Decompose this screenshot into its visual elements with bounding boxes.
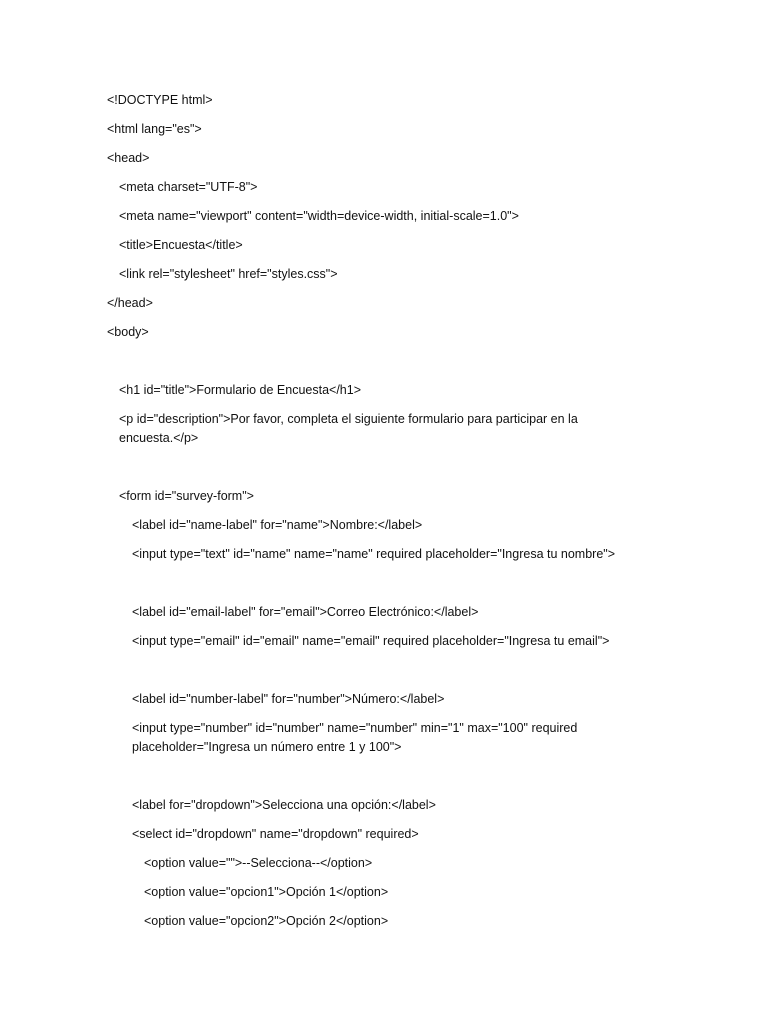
code-line: <option value="">--Selecciona--</option> bbox=[144, 856, 373, 870]
blank-line bbox=[107, 574, 627, 593]
code-line: <input type="number" id="number" name="number" min="1" max="100" required placeholder="Ingresa un número entre 1 y 100"> bbox=[132, 721, 581, 754]
code-line: <p id="description">Por favor, completa el siguiente formulario para participar en la encuesta.</p> bbox=[119, 412, 582, 445]
blank-line bbox=[107, 767, 627, 786]
html-source-listing bbox=[107, 91, 627, 941]
code-line: <input type="text" id="name" name="name" required placeholder="Ingresa tu nombre"> bbox=[132, 547, 616, 561]
code-line: </head> bbox=[107, 296, 153, 310]
code-line: <input type="email" id="email" name="email" required placeholder="Ingresa tu email"> bbox=[132, 634, 610, 648]
code-line: <option value="opcion2">Opción 2</option> bbox=[144, 914, 389, 928]
code-line: <label id="name-label" for="name">Nombre:</label> bbox=[132, 518, 423, 532]
code-line: <meta name="viewport" content="width=device-width, initial-scale=1.0"> bbox=[119, 209, 519, 223]
code-line: <form id="survey-form"> bbox=[119, 489, 254, 503]
code-line: <!DOCTYPE html> bbox=[107, 93, 213, 107]
code-line: <label id="email-label" for="email">Correo Electrónico:</label> bbox=[132, 605, 479, 619]
code-line: <link rel="stylesheet" href="styles.css"> bbox=[119, 267, 338, 281]
code-line: <label for="dropdown">Selecciona una opción:</label> bbox=[132, 798, 436, 812]
code-line: <head> bbox=[107, 151, 150, 165]
code-line: <title>Encuesta</title> bbox=[119, 238, 243, 252]
code-line: <h1 id="title">Formulario de Encuesta</h1> bbox=[119, 383, 362, 397]
code-line: <label id="number-label" for="number">Número:</label> bbox=[132, 692, 445, 706]
blank-line bbox=[107, 661, 627, 680]
code-line: <select id="dropdown" name="dropdown" required> bbox=[132, 827, 419, 841]
blank-line bbox=[107, 352, 627, 371]
code-line: <meta charset="UTF-8"> bbox=[119, 180, 258, 194]
code-line: <body> bbox=[107, 325, 149, 339]
code-line: <option value="opcion1">Opción 1</option> bbox=[144, 885, 389, 899]
blank-line bbox=[107, 458, 627, 477]
code-line: <html lang="es"> bbox=[107, 122, 202, 136]
